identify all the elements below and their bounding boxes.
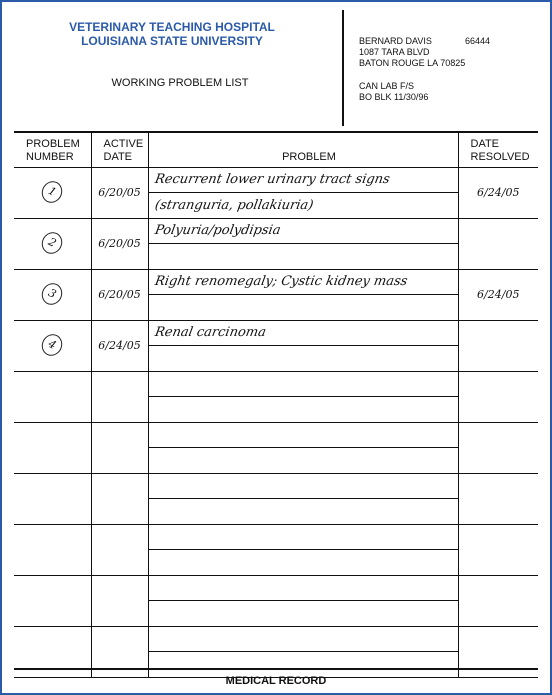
problem-rule-line [149,600,458,601]
table-row [14,168,538,219]
header-problem-number [14,132,91,168]
date-resolved [459,474,539,492]
problem-rule-line [149,447,458,448]
active-date-cell [91,270,148,321]
hospital-name [2,20,342,48]
problem-rule-line [149,498,458,499]
problem-text-line-1: Polyuria/polydipsia [153,223,282,238]
problem-number-cell [14,576,91,627]
medical-record-footer: MEDICAL RECORD [14,668,538,687]
active-date-cell [91,525,148,576]
header-divider [342,10,344,126]
date-resolved [459,219,539,237]
problem-number-cell [14,474,91,525]
problem-cell [148,525,458,576]
problem-number-circle: 3 [38,280,66,309]
date-resolved [459,423,539,441]
problem-cell [148,474,458,525]
date-resolved-cell [458,270,538,321]
date-resolved-cell [458,525,538,576]
problem-rule-line [149,549,458,550]
date-resolved [459,372,539,390]
active-date [92,525,148,543]
date-resolved-cell [458,576,538,627]
active-date-cell [91,321,148,372]
problem-text-line-2: (stranguria, pollakiuria) [153,198,315,213]
problem-cell [148,576,458,627]
owner-name: BERNARD DAVIS [359,36,432,46]
active-date-cell [91,423,148,474]
date-resolved [459,627,539,645]
date-resolved [459,321,539,339]
header-problem-text: PROBLEM [282,151,336,163]
active-date [92,474,148,492]
hospital-line-1: VETERINARY TEACHING HOSPITAL [69,20,275,34]
active-date: 6/20/05 [98,288,141,301]
active-date: 6/24/05 [98,339,141,352]
table-row [14,219,538,270]
problem-rule-line [149,345,458,346]
date-resolved-cell [458,372,538,423]
animal-line: CAN LAB F/S [359,81,415,91]
table-header-row [14,132,538,168]
problem-rule-line [149,243,458,244]
address-line-1: 1087 TARA BLVD [359,47,430,57]
problem-rule-line [149,294,458,295]
date-resolved [459,576,539,594]
problem-cell [148,423,458,474]
active-date-cell [91,576,148,627]
breed-line: BO BLK 11/30/96 [359,92,429,102]
address-line-2: BATON ROUGE LA 70825 [359,58,466,68]
header-problem-number-text: PROBLEM NUMBER [26,138,80,163]
table-row [14,372,538,423]
problem-number-circle: 4 [38,331,66,360]
record-number: 66444 [465,36,491,46]
form-title: WORKING PROBLEM LIST [111,77,249,89]
problem-rule-line [149,396,458,397]
date-resolved [459,525,539,543]
hospital-line-2: LOUISIANA STATE UNIVERSITY [81,34,263,48]
patient-label [359,36,490,103]
problem-number-cell [14,219,91,270]
table-row [14,270,538,321]
problem-table [14,131,538,678]
problem-rule-line [149,651,458,652]
active-date [92,576,148,594]
active-date-cell [91,168,148,219]
problem-cell [148,168,458,219]
problem-number-cell [14,270,91,321]
problem-cell [148,321,458,372]
problem-cell [148,372,458,423]
date-resolved-cell [458,219,538,270]
active-date-cell [91,474,148,525]
problem-cell [148,219,458,270]
date-resolved-cell [458,423,538,474]
date-resolved: 6/24/05 [477,186,520,199]
problem-number-cell [14,168,91,219]
header-active-date [91,132,148,168]
active-date [92,423,148,441]
header-active-date-text: ACTIVE DATE [103,138,144,163]
problem-number-cell [14,525,91,576]
problem-text-line-1: Recurrent lower urinary tract signs [153,172,391,187]
header-date-resolved-text: DATE RESOLVED [470,138,530,163]
table-row [14,474,538,525]
problem-rule-line [149,192,458,193]
active-date [92,627,148,645]
problem-number-cell [14,423,91,474]
active-date-cell [91,372,148,423]
header-problem [148,132,458,168]
active-date: 6/20/05 [98,237,141,250]
problem-number-circle: 1 [38,178,66,207]
active-date [92,372,148,390]
active-date-cell [91,219,148,270]
problem-number-cell [14,321,91,372]
date-resolved-cell [458,168,538,219]
problem-text-line-1: Right renomegaly; Cystic kidney mass [153,274,409,289]
table-row [14,576,538,627]
problem-number-circle: 2 [38,229,66,258]
date-resolved-cell [458,321,538,372]
date-resolved-cell [458,474,538,525]
problem-text-line-1: Renal carcinoma [153,325,267,340]
date-resolved: 6/24/05 [477,288,520,301]
table-row [14,525,538,576]
problem-cell [148,270,458,321]
problem-number-cell [14,372,91,423]
table-row [14,321,538,372]
header-date-resolved [458,132,538,168]
active-date: 6/20/05 [98,186,141,199]
table-row [14,423,538,474]
